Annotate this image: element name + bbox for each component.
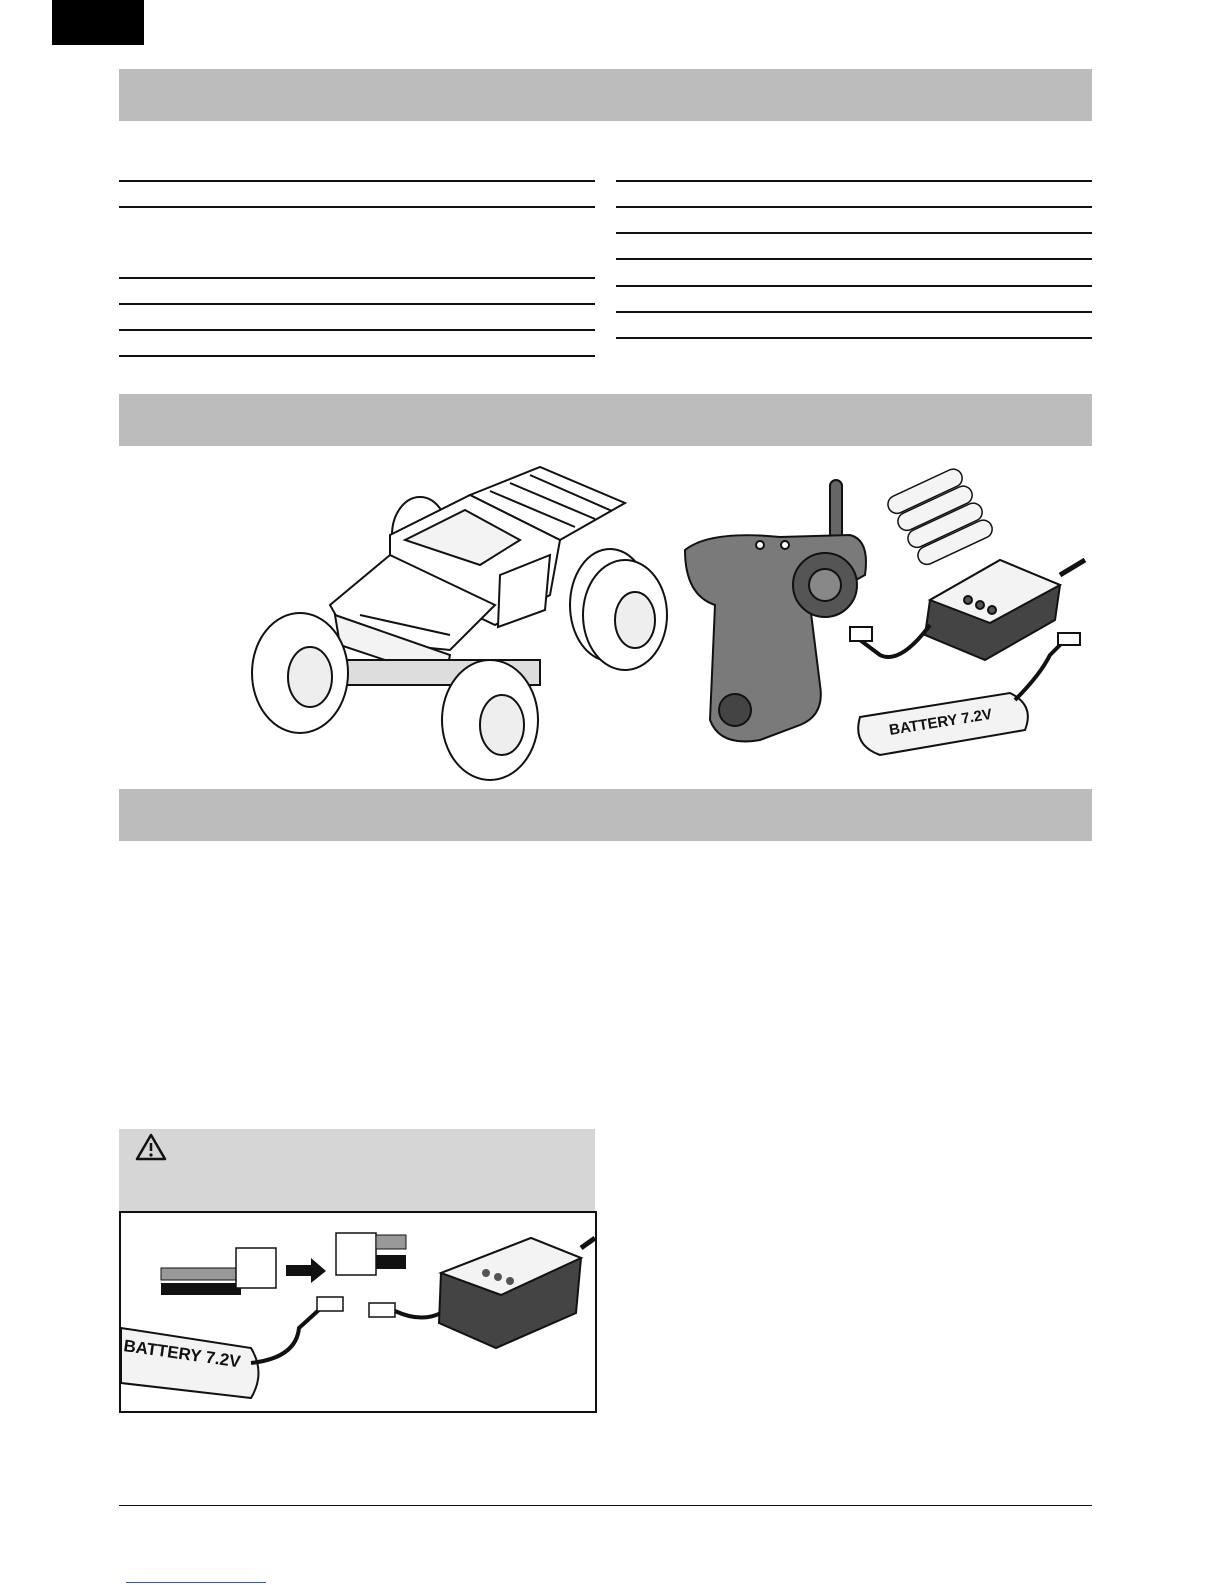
table-rule	[616, 311, 1092, 313]
table-rule	[616, 258, 1092, 260]
transmitter-illustration	[685, 480, 866, 741]
battery-label: BATTERY 7.2V	[887, 705, 994, 739]
section-header-bar-specifications	[119, 69, 1092, 121]
table-rule	[616, 285, 1092, 287]
charger-illustration	[850, 560, 1085, 660]
table-rule	[616, 180, 1092, 182]
box-contents-illustration	[240, 455, 1100, 785]
table-rule	[616, 337, 1092, 339]
table-rule	[119, 277, 595, 279]
charging-connection-illustration	[121, 1213, 595, 1411]
arrow-right-icon	[286, 1258, 326, 1283]
table-rule	[616, 206, 1092, 208]
monster-truck-illustration	[252, 467, 667, 780]
language-tab	[52, 0, 144, 45]
table-rule	[119, 355, 595, 357]
section-header-bar-battery-charging	[119, 789, 1092, 841]
table-rule	[119, 180, 595, 182]
warning-triangle-icon	[135, 1133, 167, 1161]
battery-connector	[317, 1297, 343, 1311]
footer-rule	[119, 1505, 1092, 1506]
charging-connection-figure	[119, 1211, 597, 1413]
table-rule	[119, 329, 595, 331]
section-header-bar-box-contents	[119, 394, 1092, 446]
warning-box	[119, 1129, 595, 1211]
footer-link-underline	[126, 1582, 266, 1583]
aa-batteries-illustration	[885, 466, 995, 567]
charger-connector	[369, 1303, 395, 1317]
table-rule	[119, 303, 595, 305]
battery-label: BATTERY 7.2V	[122, 1336, 242, 1372]
table-rule	[616, 232, 1092, 234]
table-rule	[119, 206, 595, 208]
